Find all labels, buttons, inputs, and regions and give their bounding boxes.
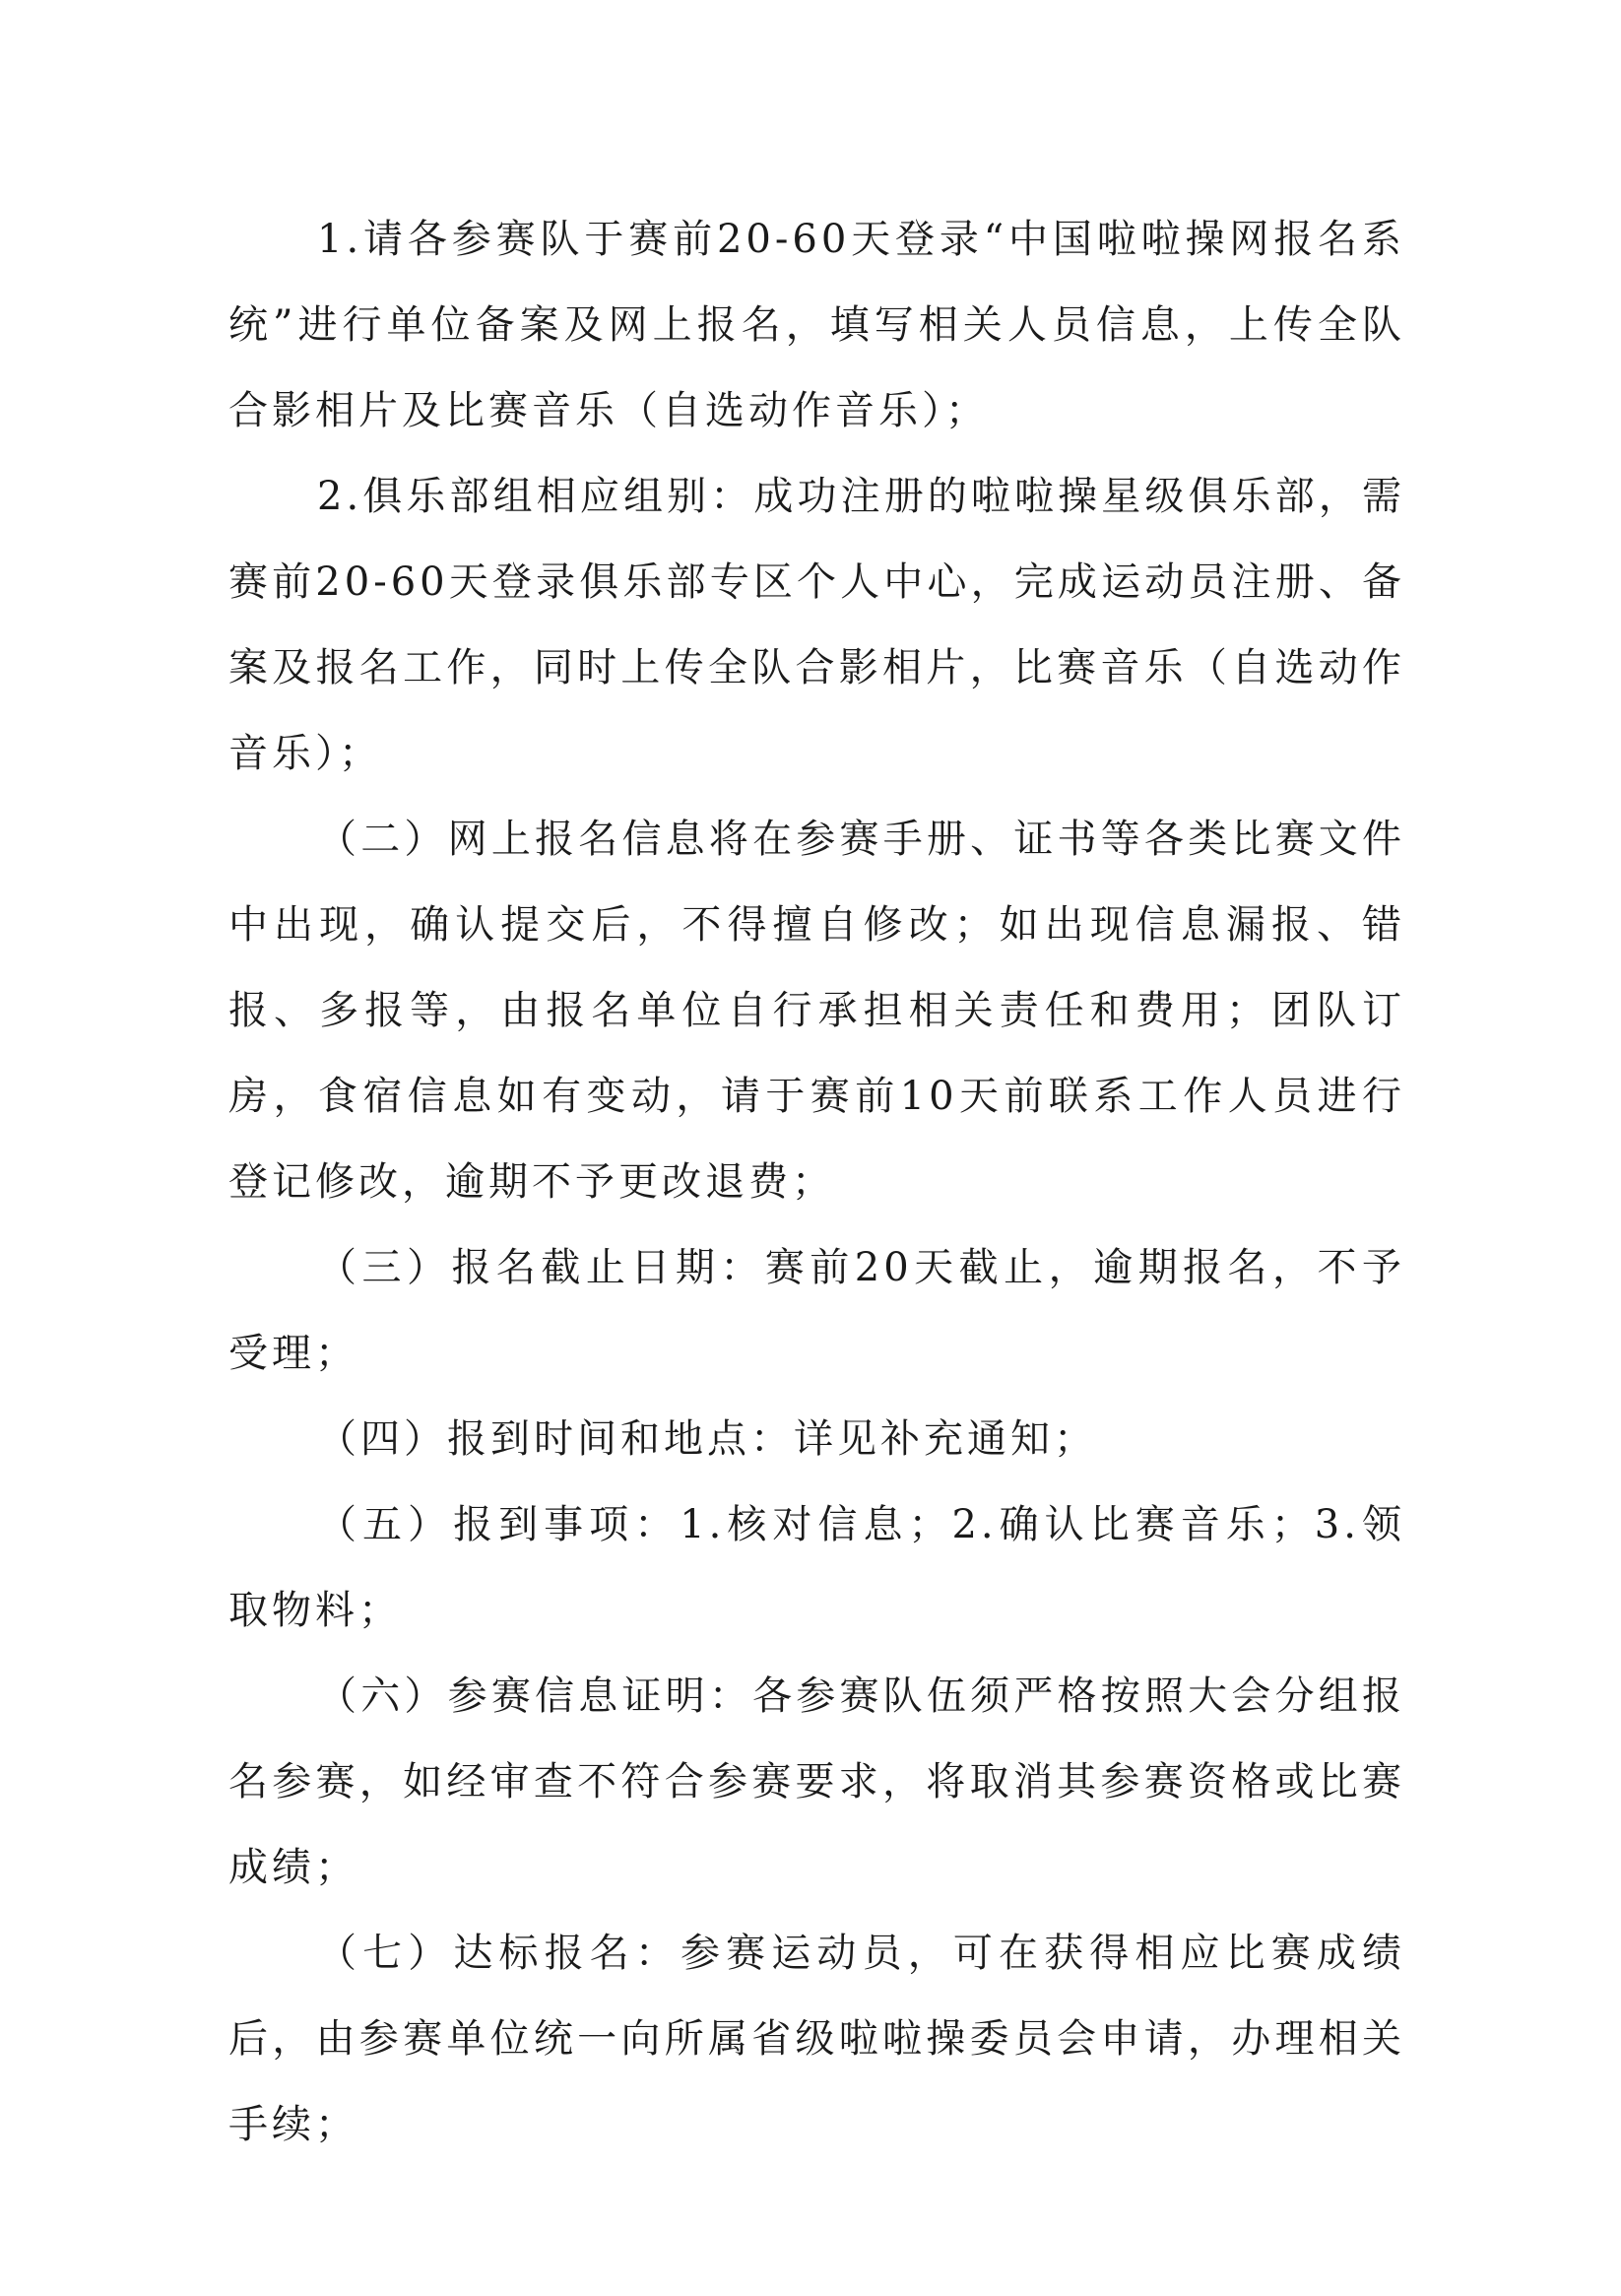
paragraph-club-registration: 2.俱乐部组相应组别：成功注册的啦啦操星级俱乐部，需赛前20-60天登录俱乐部专区个人中心，完成运动员注册、备案及报名工作，同时上传全队合影相片，比赛音乐（自选动作音乐）；: [228, 474, 1405, 776]
paragraph-eligibility: （六）参赛信息证明：各参赛队伍须严格按照大会分组报名参赛，如经审查不符合参赛要求，将取消其参赛资格或比赛成绩；: [228, 1673, 1405, 1890]
document-body: [228, 197, 1405, 2168]
paragraph-check-in-time-place: （四）报到时间和地点：详见补充通知；: [317, 1416, 1097, 1462]
paragraph-check-in-items: （五）报到事项：1.核对信息；2.确认比赛音乐；3.领取物料；: [228, 1502, 1405, 1633]
paragraph-info-changes: （二）网上报名信息将在参赛手册、证书等各类比赛文件中出现，确认提交后，不得擅自修改；如出现信息漏报、错报、多报等，由报名单位自行承担相关责任和费用；团队订房，食宿信息如有变动，请于赛前10天前联系工作人员进行登记修改，逾期不予更改退费；: [228, 817, 1405, 1205]
paragraph-registration-system: 1.请各参赛队于赛前20-60天登录“中国啦啦操网报名系统”进行单位备案及网上报名，填写相关人员信息，上传全队合影相片及比赛音乐（自选动作音乐）；: [228, 217, 1405, 433]
paragraph-deadline: （三）报名截止日期：赛前20天截止，逾期报名，不予受理；: [228, 1245, 1405, 1376]
paragraph-standard-registration: （七）达标报名：参赛运动员，可在获得相应比赛成绩后，由参赛单位统一向所属省级啦啦操委员会申请，办理相关手续；: [228, 1931, 1405, 2147]
